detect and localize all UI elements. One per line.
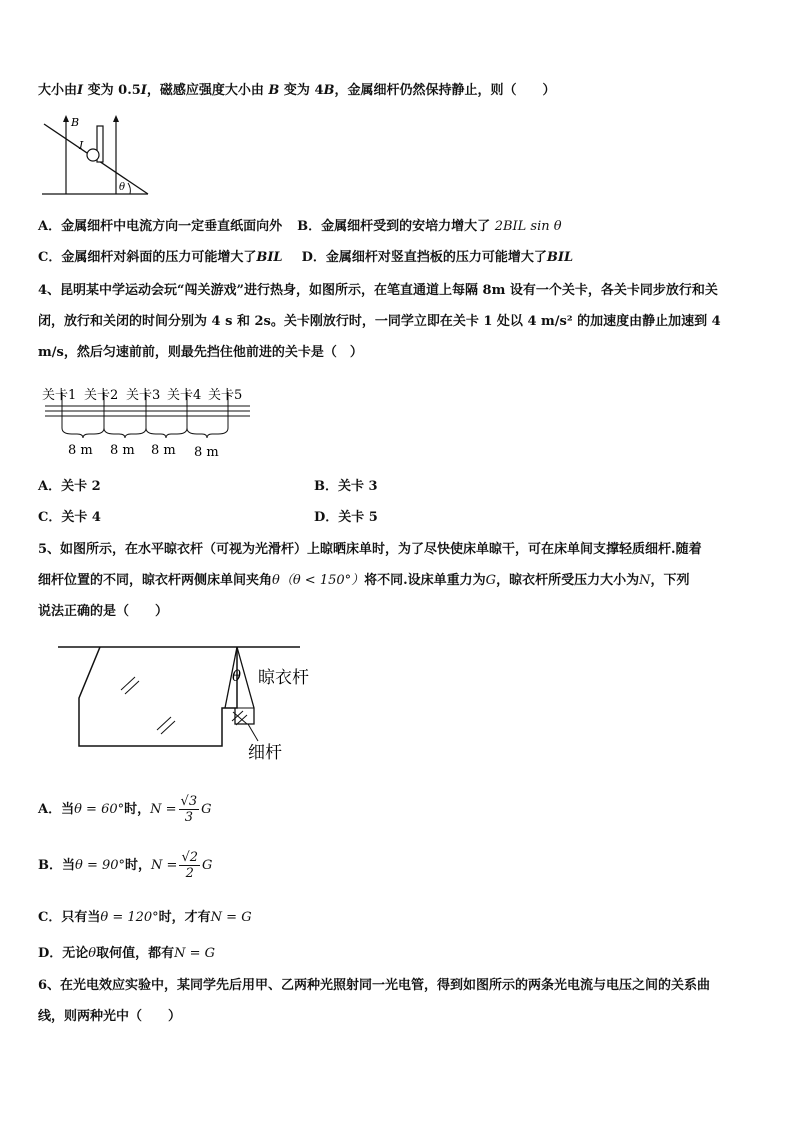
q5-option-text: C．只有当	[38, 910, 101, 925]
q5-fig-stick-label: 细杆	[248, 743, 282, 763]
q5-option-text: B．当	[38, 858, 75, 873]
q6-stem-line1: 6、在光电效应实验中，某同学先后用甲、乙两种光照射同一光电管，得到如图所示的两条光电流与电压之间的关系曲	[38, 978, 711, 993]
q5-option-math: θ = 120°	[100, 910, 159, 925]
q5-option-b	[38, 849, 212, 883]
fraction-numerator: √2	[181, 850, 199, 865]
q6-stem-line2: 线，则两种光中（ ）	[38, 1009, 182, 1024]
q5-fig-theta: θ	[232, 667, 242, 685]
q4-stem-line1: 4、昆明某中学运动会玩“闯关游戏”进行热身，如图所示，在笔直通道上每隔 8m 设有一个关卡，各关卡同步放行和关	[38, 283, 718, 298]
q3-stem-var: B	[323, 83, 335, 98]
q4-spacing-label: 8 m	[68, 443, 93, 458]
q4-spacing-label: 8 m	[194, 445, 219, 460]
q3-stem-text: 变为 4	[279, 83, 324, 98]
q5-stem-line2	[38, 572, 689, 590]
fraction-denominator: 3	[184, 810, 193, 825]
q5-option-math: θ	[88, 946, 97, 961]
q5-stem-text: 将不同.设床单重力为	[364, 573, 486, 588]
q5-option-a	[38, 793, 212, 827]
q5-stem-math: G	[485, 573, 497, 588]
fraction-numerator: √3	[180, 794, 198, 809]
q3-stem-text: ，磁感应强度大小由	[146, 83, 269, 98]
q5-stem-text: ，下列	[650, 573, 690, 588]
fraction-denominator: 2	[185, 866, 194, 881]
q5-option-text: A．当	[38, 802, 75, 817]
q5-stem-line1: 5、如图所示，在水平晾衣杆（可视为光滑杆）上晾晒床单时，为了尽快使床单晾干，可在床单间支撑轻质细杆.随着	[38, 542, 702, 557]
q5-option-math: G	[201, 802, 212, 817]
q5-bedsheet-figure	[55, 636, 325, 766]
q3-stem	[38, 82, 556, 100]
q4-gate-label: 关卡5	[208, 388, 243, 403]
q4-stem-line3: m/s，然后匀速前前，则最先挡住他前进的关卡是（ ）	[38, 345, 363, 360]
q3-stem-text: 变为 0.5	[83, 83, 141, 98]
q5-option-text: 取何值，都有	[96, 946, 175, 961]
q4-option-c: C．关卡 4	[38, 510, 101, 525]
q3-options-ab	[38, 218, 562, 236]
q3-stem-text: ，金属细杆仍然保持静止，则（ ）	[334, 83, 556, 98]
q5-option-math: N = G	[210, 910, 252, 925]
q3-incline-figure	[38, 112, 153, 198]
q5-option-d	[38, 945, 215, 963]
q3-option-d: D．金属细杆对竖直挡板的压力可能增大了	[301, 250, 547, 265]
q3-option-b-math: 2BIL sin θ	[494, 219, 562, 234]
q5-option-c	[38, 909, 252, 927]
q4-option-a: A．关卡 2	[38, 479, 101, 494]
q5-stem-math: N	[639, 573, 651, 588]
q3-option-c: C．金属细杆对斜面的压力可能增大了	[38, 250, 257, 265]
q4-option-b: B．关卡 3	[314, 479, 378, 494]
q5-option-math: N = G	[174, 946, 216, 961]
q3-fig-label-i: I	[79, 139, 84, 152]
q5-option-text: D．无论	[38, 946, 89, 961]
q5-option-math: G	[202, 858, 213, 873]
q5-option-fraction	[179, 850, 200, 881]
q5-option-math: θ = 90°	[75, 858, 126, 873]
q4-gates-figure	[40, 384, 255, 460]
q5-option-fraction	[179, 794, 200, 825]
q3-stem-var: I	[77, 83, 84, 98]
q3-options-cd	[38, 249, 573, 267]
q4-option-d: D．关卡 5	[314, 510, 378, 525]
q4-gate-label: 关卡3	[126, 388, 161, 403]
q4-spacing-label: 8 m	[110, 443, 135, 458]
q4-spacing-label: 8 m	[151, 443, 176, 458]
q5-stem-text: 细杆位置的不同，晾衣杆两侧床单间夹角	[38, 573, 273, 588]
q3-option-a: A．金属细杆中电流方向一定垂直纸面向外	[38, 219, 283, 234]
q5-stem-text: ，晾衣杆所受压力大小为	[496, 573, 640, 588]
q5-stem-line3: 说法正确的是（ ）	[38, 604, 169, 619]
q5-option-math: θ = 60°	[74, 802, 125, 817]
q3-option-d-math: BIL	[546, 250, 574, 265]
q3-stem-text: 大小由	[38, 83, 78, 98]
q5-option-text: 时，才有	[158, 910, 211, 925]
q5-stem-math: θ（θ < 150°）	[272, 573, 365, 588]
q5-option-math: N =	[150, 802, 177, 817]
q3-fig-label-theta: θ	[119, 182, 126, 193]
q4-gate-label: 关卡4	[167, 388, 202, 403]
q3-option-b: B．金属细杆受到的安培力增大了	[297, 219, 491, 234]
q4-gate-label: 关卡2	[84, 388, 119, 403]
q5-option-math: N =	[151, 858, 178, 873]
q4-gate-label: 关卡1	[42, 388, 77, 403]
q3-stem-var: B	[268, 83, 280, 98]
q5-fig-rod-label: 晾衣杆	[258, 668, 309, 688]
q3-fig-label-b: B	[71, 116, 80, 129]
q3-stem-var: I	[140, 83, 147, 98]
q5-option-text: 时，	[125, 858, 152, 873]
q4-stem-line2: 闭，放行和关闭的时间分别为 4 s 和 2s。关卡刚放行时，一同学立即在关卡 1 处以 4 m/s² 的加速度由静止加速到 4	[38, 314, 721, 329]
q3-option-c-math: BIL	[256, 250, 283, 265]
q5-option-text: 时，	[124, 802, 151, 817]
